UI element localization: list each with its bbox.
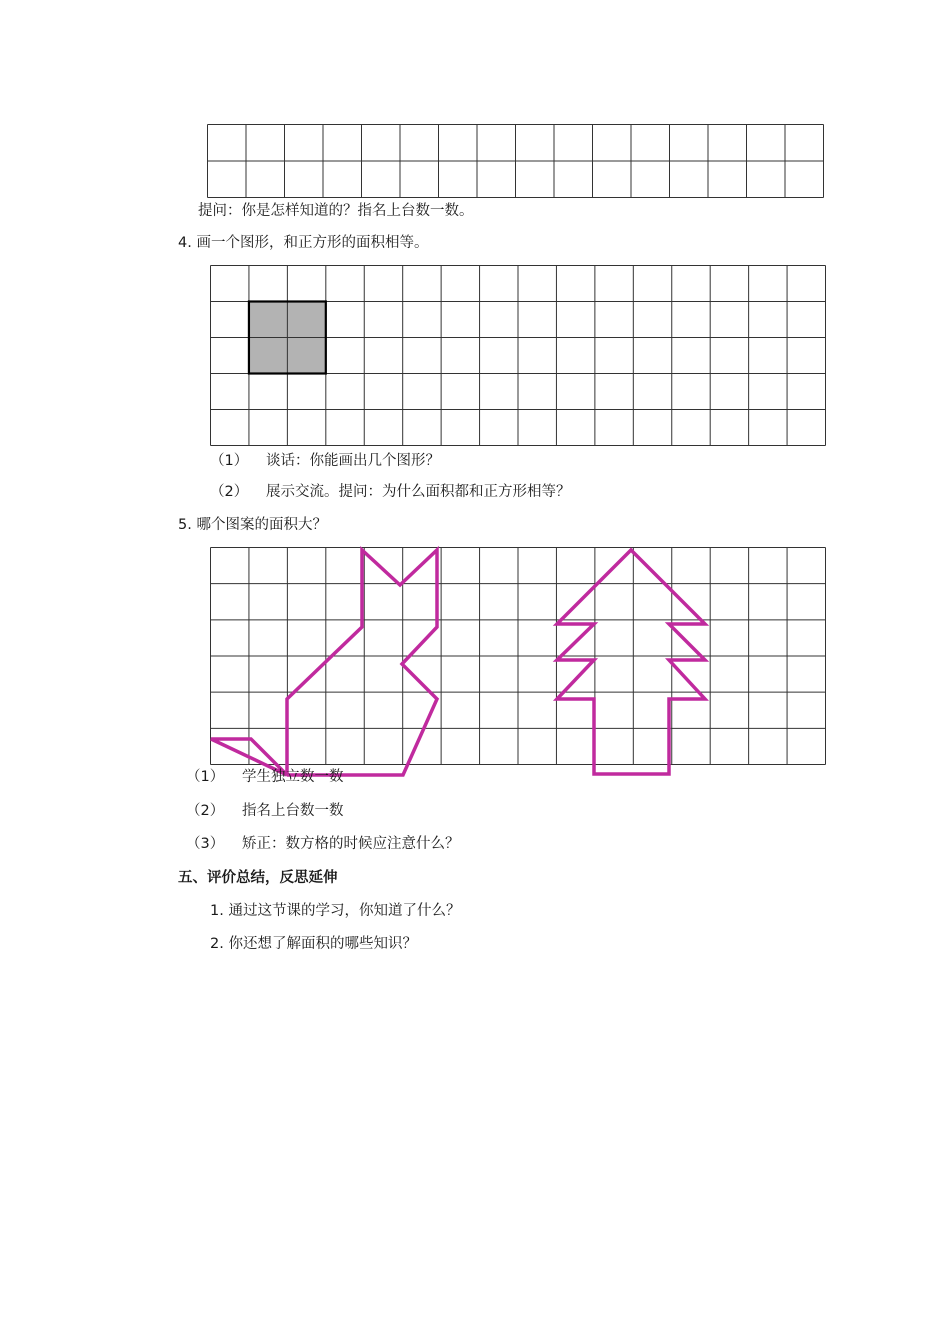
item-text: 谈话：你能画出几个图形？ <box>266 453 440 469</box>
item-number: （3） <box>186 836 225 852</box>
section5-item-1 <box>186 767 344 787</box>
summary-item-2: 2. 你还想了解面积的哪些知识？ <box>210 936 417 952</box>
grid-section4 <box>210 265 826 446</box>
section5-heading: 5. 哪个图案的面积大？ <box>178 517 327 533</box>
item-number: （2） <box>186 803 225 819</box>
item-number: （1） <box>186 769 225 785</box>
grid-top <box>207 124 824 198</box>
item-text: 矫正：数方格的时候应注意什么？ <box>242 836 460 852</box>
item-text: 展示交流。提问：为什么面积都和正方形相等？ <box>266 484 571 500</box>
grid-section5 <box>210 547 826 777</box>
summary-item-1: 1. 通过这节课的学习，你知道了什么？ <box>210 903 461 919</box>
question3-prompt: 提问：你是怎样知道的？指名上台数一数。 <box>198 203 474 219</box>
section4-heading: 4. 画一个图形，和正方形的面积相等。 <box>178 235 429 251</box>
item-number: （2） <box>210 484 249 500</box>
item-number: （1） <box>210 453 249 469</box>
item-text: 学生独立数一数 <box>242 769 344 785</box>
item-text: 指名上台数一数 <box>242 803 344 819</box>
section5-item-2 <box>186 801 344 821</box>
section4-item-2 <box>210 482 571 502</box>
summary-heading: 五、评价总结，反思延伸 <box>178 870 338 886</box>
grid-lines <box>211 548 826 765</box>
section4-item-1 <box>210 451 440 471</box>
section5-item-3 <box>186 834 460 854</box>
